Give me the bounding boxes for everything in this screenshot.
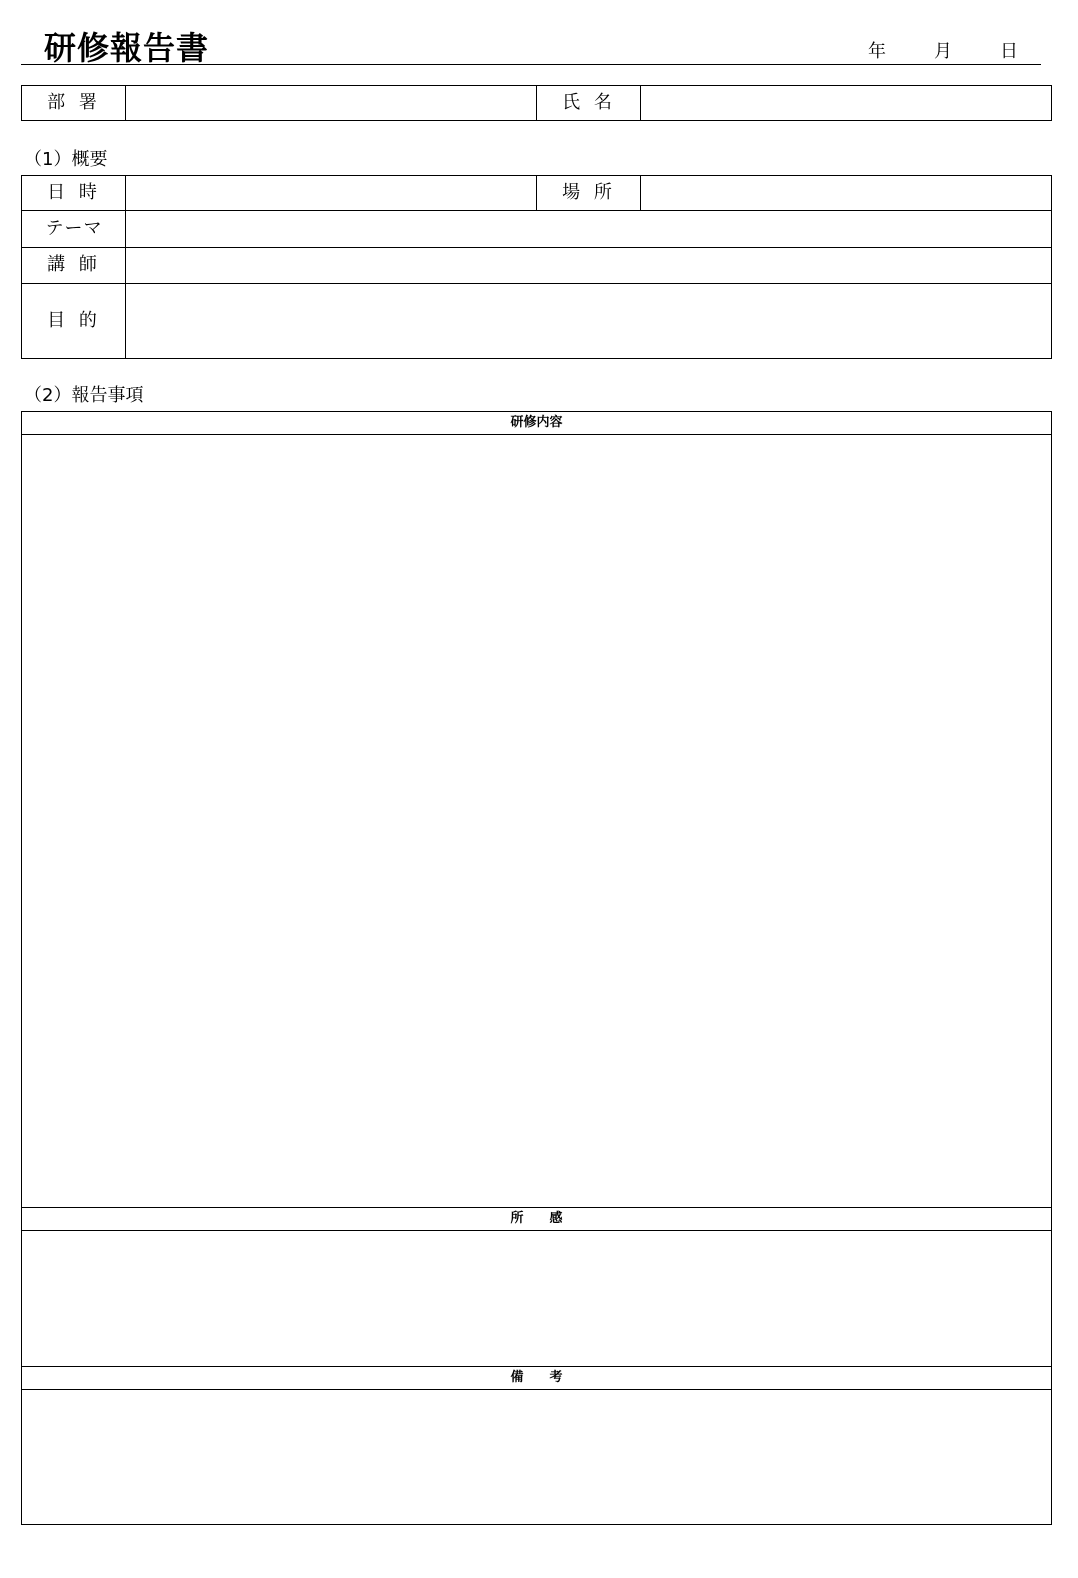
remarks-field[interactable]	[23, 1391, 1050, 1523]
title-underline	[21, 64, 1041, 65]
place-field[interactable]	[642, 177, 1050, 209]
date-day-label: 日	[1000, 41, 1018, 62]
overview-heading: （1）概要	[24, 149, 108, 170]
department-label: 部 署	[47, 92, 101, 113]
content-field[interactable]	[23, 436, 1050, 1206]
content-header: 研修内容	[510, 415, 563, 430]
datetime-label: 日 時	[47, 182, 101, 203]
date-year-label: 年	[868, 41, 886, 62]
name-field[interactable]	[642, 87, 1050, 119]
theme-field[interactable]	[127, 212, 1050, 246]
remarks-header: 備 考	[510, 1370, 563, 1385]
datetime-field[interactable]	[127, 177, 535, 209]
impressions-field[interactable]	[23, 1232, 1050, 1365]
page-title: 研修報告書	[44, 29, 210, 67]
purpose-field[interactable]	[127, 285, 1050, 357]
report-heading: （2）報告事項	[24, 385, 144, 406]
department-field[interactable]	[127, 87, 535, 119]
theme-label: テーマ	[45, 218, 103, 239]
date-month-label: 月	[934, 41, 952, 62]
purpose-label: 目 的	[47, 310, 101, 331]
name-label: 氏 名	[562, 92, 616, 113]
lecturer-field[interactable]	[127, 249, 1050, 282]
impressions-header: 所 感	[510, 1211, 563, 1226]
place-label: 場 所	[562, 182, 616, 203]
lecturer-label: 講 師	[47, 254, 101, 275]
